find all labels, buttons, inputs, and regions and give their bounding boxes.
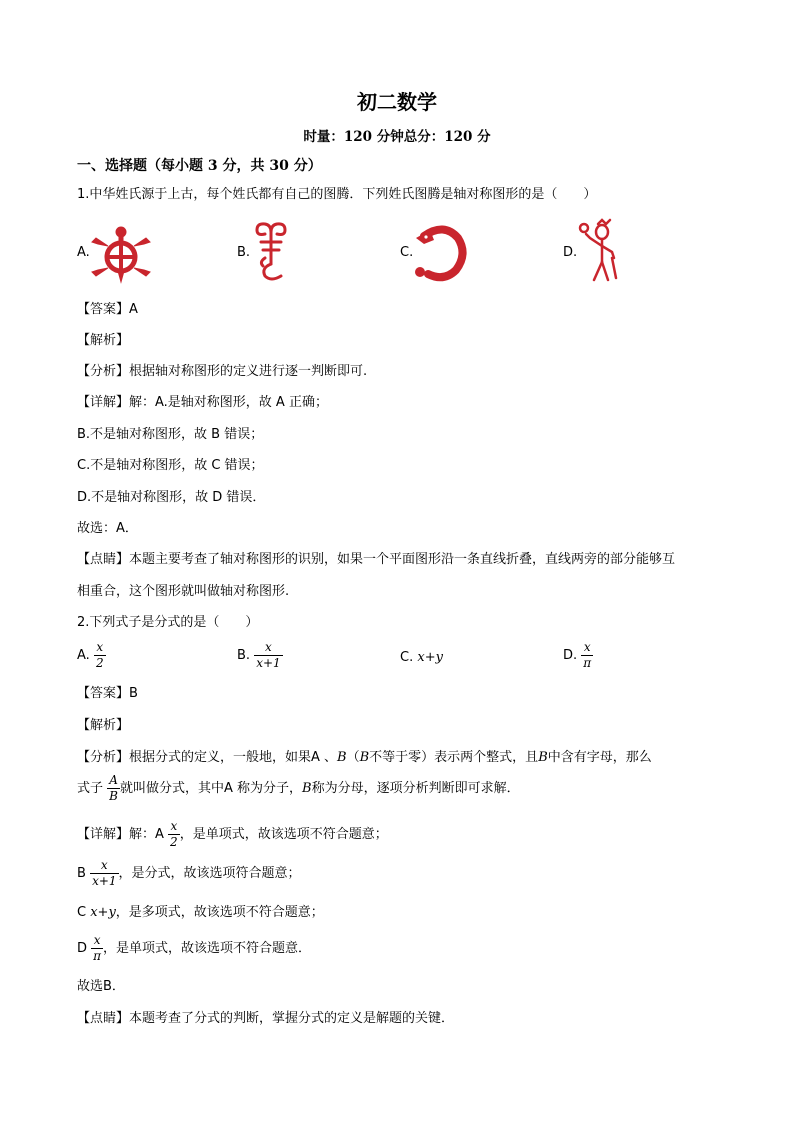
question-1-stem: 1.中华姓氏源于上古，每个姓氏都有自己的图腾．下列姓氏图腾是轴对称图形的是（ ） xyxy=(77,187,597,202)
numerator: x xyxy=(93,933,101,947)
var-b: B xyxy=(538,750,548,765)
q2-option-c-label: C. xyxy=(400,650,414,665)
q2-option-d-fraction xyxy=(581,641,593,670)
q1-detail-line: D.不是轴对称图形，故 D 错误． xyxy=(77,490,266,505)
detail-text: B xyxy=(77,866,86,881)
q1-key-point: 【点睛】本题主要考查了轴对称图形的识别，如果一个平面图形沿一条直线折叠，直线两旁的部分能够互 xyxy=(77,552,676,567)
q2-option-d-label: D. xyxy=(563,648,578,663)
page-title: 初二数学 xyxy=(357,90,437,114)
q2-option-b-label: B. xyxy=(237,648,251,663)
q1-option-b-label: B. xyxy=(237,245,251,260)
q2-analysis-line-2 xyxy=(77,774,520,803)
detail-fraction xyxy=(90,859,118,888)
numerator: x xyxy=(100,858,108,872)
q1-detail-line: C.不是轴对称图形，故 C 错误； xyxy=(77,458,264,473)
q2-option-b-fraction xyxy=(254,641,282,670)
detail-expr: x+y xyxy=(90,905,116,920)
fraction-a-over-b xyxy=(107,774,120,803)
numerator: x xyxy=(265,640,272,654)
q2-jiexi-label: 【解析】 xyxy=(77,718,130,733)
q1-detail-line: B.不是轴对称图形，故 B 错误； xyxy=(77,427,264,442)
exam-info: 时量：120 分钟总分：120 分 xyxy=(303,129,491,145)
q1-answer: 【答案】A xyxy=(77,302,138,317)
q2-option-a-fraction xyxy=(94,641,106,670)
denominator: π xyxy=(93,949,102,963)
var-b: B xyxy=(359,750,370,765)
numerator: A xyxy=(109,773,118,787)
q2-option-c-expr: x+y xyxy=(417,650,443,665)
detail-text: 【详解】解：A xyxy=(77,827,164,842)
q2-detail-b xyxy=(77,859,301,888)
q2-detail-d xyxy=(77,934,311,963)
q1-analysis: 【分析】根据轴对称图形的定义进行逐一判断即可. xyxy=(77,364,368,379)
analysis-text: 【分析】根据分式的定义，一般地，如果A 、 xyxy=(77,750,338,765)
q2-option-b xyxy=(237,641,283,670)
analysis-text: 式子 xyxy=(77,781,104,796)
q2-key-point: 【点睛】本题考查了分式的判断，掌握分式的定义是解题的关键． xyxy=(77,1011,455,1026)
denominator: 2 xyxy=(95,656,104,670)
detail-text: ，是单项式，故该选项不符合题意． xyxy=(103,941,312,956)
q2-detail-c xyxy=(77,905,324,921)
q2-answer: 【答案】B xyxy=(77,686,138,701)
denominator: x+1 xyxy=(256,656,281,670)
question-2-stem: 2.下列式子是分式的是（ ） xyxy=(77,615,259,630)
figure-totem-icon xyxy=(576,218,620,286)
q1-option-d-label: D. xyxy=(563,245,578,260)
bird-totem-icon xyxy=(251,220,291,286)
analysis-text: 中含有字母，那么 xyxy=(547,750,652,765)
denominator: 2 xyxy=(170,835,178,849)
detail-text: ，是分式，故该选项符合题意； xyxy=(118,866,301,881)
var-b: B xyxy=(302,781,312,796)
detail-text: C xyxy=(77,905,87,920)
q2-option-a-label: A. xyxy=(77,648,90,663)
detail-fraction xyxy=(168,820,180,849)
dragon-totem-icon xyxy=(414,222,470,284)
q2-detail-a xyxy=(77,820,388,849)
detail-text: ，是多项式，故该选项不符合题意； xyxy=(115,905,324,920)
denominator: B xyxy=(109,789,118,803)
section-heading: 一、选择题（每小题 3 分，共 30 分） xyxy=(77,158,322,174)
q2-option-a xyxy=(77,641,106,670)
numerator: x xyxy=(583,640,591,654)
q1-detail-line: 【详解】解：A.是轴对称图形，故 A 正确； xyxy=(77,395,328,410)
analysis-text: 不等于零）表示两个整式，且 xyxy=(369,750,539,765)
q1-jiexi-label: 【解析】 xyxy=(77,333,130,348)
q1-key-point-cont: 相重合，这个图形就叫做轴对称图形. xyxy=(77,584,290,599)
turtle-totem-icon xyxy=(88,222,154,286)
q2-conclusion: 故选B． xyxy=(77,979,125,994)
q1-option-a-label: A. xyxy=(77,245,90,260)
q1-option-c-label: C. xyxy=(400,245,414,260)
detail-text: D xyxy=(77,941,88,956)
analysis-text: 就叫做分式，其中A 称为分子， xyxy=(119,781,303,796)
denominator: π xyxy=(583,656,592,670)
var-b: B xyxy=(337,750,347,765)
analysis-text: 称为分母，逐项分析判断即可求解． xyxy=(311,781,520,796)
numerator: x xyxy=(170,819,178,833)
q2-option-d xyxy=(563,641,593,670)
numerator: x xyxy=(96,640,104,654)
q2-option-c xyxy=(400,650,443,666)
detail-text: ，是单项式，故该选项不符合题意； xyxy=(179,827,388,842)
q1-conclusion: 故选：A． xyxy=(77,521,138,536)
q2-analysis-line-1 xyxy=(77,750,652,766)
denominator: x+1 xyxy=(92,874,117,888)
detail-fraction xyxy=(91,934,103,963)
analysis-text: （ xyxy=(346,750,360,765)
